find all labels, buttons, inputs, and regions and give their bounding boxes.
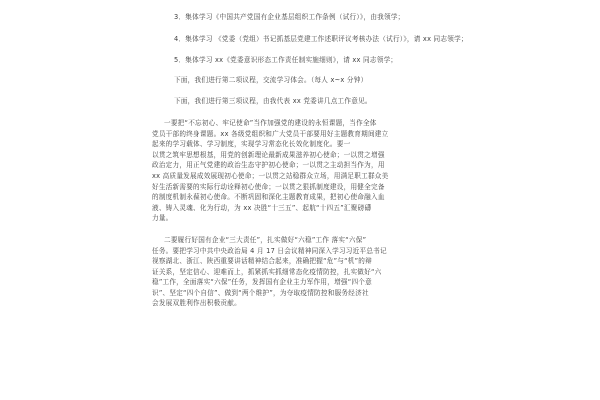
paragraph-line: 好生活新需要的实际行动诠释初心使命；一以贯之狠抓制度建设，用健全完备 [152, 182, 385, 191]
paragraph-line: 的制度机制永葆初心使命。不断巩固和深化主题教育成果，把初心使命融入血 [152, 193, 385, 202]
agenda-step-2: 下面，我们进行第二项议程，交流学习体会。（每人 x~x 分钟） [174, 75, 368, 84]
agenda-item-5: 5．集体学习 xx《党委意识形态工作责任制实施细则》，请 xx 同志领学； [174, 56, 398, 65]
agenda-step-3: 下面，我们进行第三项议程，由我代表 xx 党委讲几点工作意见。 [174, 97, 372, 106]
paragraph-2 [152, 235, 482, 309]
paragraph-line: 任务。要把学习中共中央政治局 4 月 17 日会议精神同深入学习习近平总书记 [152, 246, 387, 255]
paragraph-line: xx 高质量发展成效展现初心使命；一以贯之站稳群众立场，用满足职工群众美 [152, 171, 389, 180]
paragraph-line: 会发展双胜利作出积极贡献。 [152, 299, 241, 308]
paragraph-1 [152, 118, 482, 224]
paragraph-line: 政治定力，用正气党建的政治生态守护初心使命；一以贯之主动担当作为，用 [152, 161, 385, 170]
paragraph-line: 二要履行好国有企业“三大责任”，扎实做好“六稳”工作 落实“六保” [164, 235, 367, 244]
paragraph-line: 证关系，坚定信心、迎难而上，抓紧抓实抓细常态化疫情防控，扎实做好“六 [152, 267, 382, 276]
paragraph-line: 液、铸入灵魂、化为行动，为 xx 决胜“十三五”、起航“十四五”汇聚磅礴 [152, 203, 372, 212]
paragraph-line: 稳”工作，全面落实“六保”任务，发挥国有企业主力军作用，增强“四个意 [152, 278, 372, 287]
paragraph-line: 视察湖北、浙江、陕西重要讲话精神结合起来，准确把握“危”与“机”的辩 [152, 257, 372, 266]
agenda-item-4: 4．集体学习 《党委（党组）书记抓基层党建工作述职评议考核办法（试行）》，请 xx 同志领学； [174, 34, 468, 43]
paragraph-line: 识”、坚定“四个自信”、做到“两个维护”，为夺取疫情防控和服务经济社 [152, 288, 369, 297]
paragraph-line: 起来的学习载体、学习制度，实现学习常态化长效化制度化。要一 [152, 140, 351, 149]
paragraph-line: 力量。 [152, 214, 173, 223]
paragraph-line: 以贯之筑牢思想根基，用党的创新理论最新成果滋养初心使命；一以贯之增强 [152, 150, 385, 159]
paragraph-line: 党员干部的终身课题。xx 各级党组织和广大党员干部要用好主题教育期间建立 [152, 129, 389, 138]
paragraph-line: 一要把“不忘初心、牢记使命”当作加强党的建设的永恒课题，当作全体 [164, 118, 377, 127]
agenda-item-3: 3．集体学习《中国共产党国有企业基层组织工作条例（试行）》，由我领学； [174, 13, 405, 21]
